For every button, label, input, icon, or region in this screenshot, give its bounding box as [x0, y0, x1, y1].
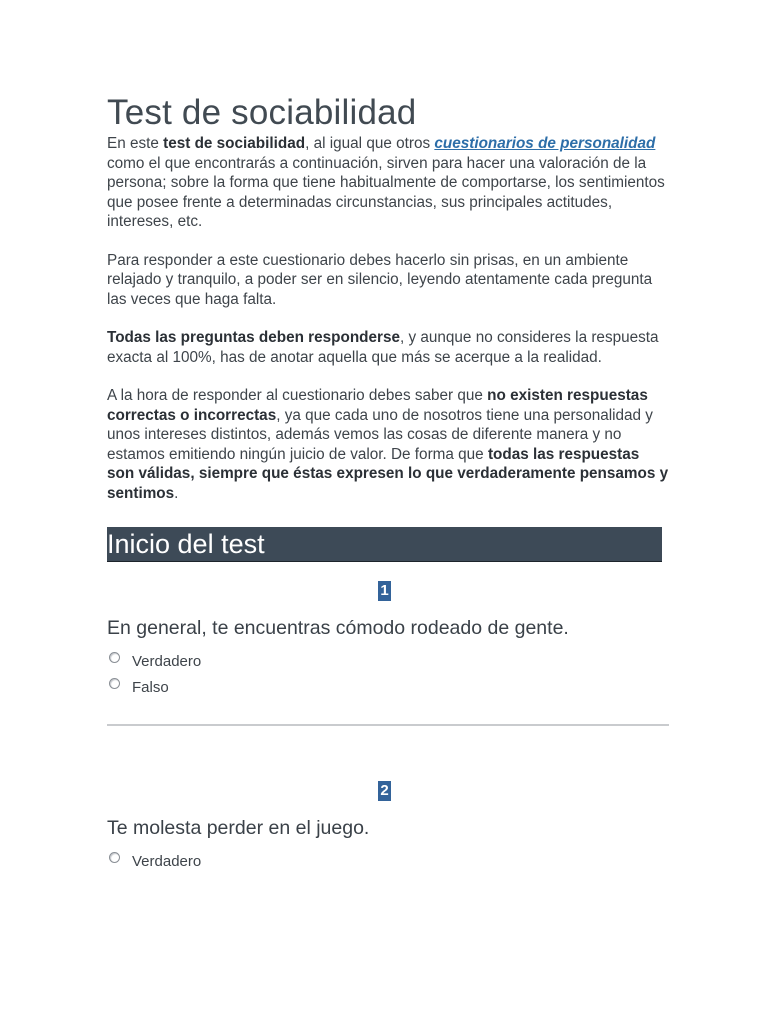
page-title: Test de sociabilidad — [107, 93, 417, 132]
option-label: Verdadero — [132, 653, 202, 670]
answer-option-verdadero[interactable] — [107, 850, 669, 876]
all-questions-paragraph — [107, 328, 669, 367]
para4-text-3: . — [174, 484, 179, 502]
question-number-badge: 2 — [380, 782, 389, 799]
radio-button-icon[interactable] — [109, 652, 120, 663]
para4-text-1: A la hora de responder al cuestionario debes saber que — [107, 387, 488, 404]
para3-text: , y aunque no consideres la respuesta exacta al 100%, has de anotar aquella que más se acerque a la realidad. — [107, 329, 659, 366]
question-2-text: Te molesta perder en el juego. — [107, 817, 370, 839]
question-1-options — [107, 650, 669, 702]
test-start-header: Inicio del test — [107, 527, 662, 562]
paragraph-gap — [107, 232, 669, 251]
option-label: Falso — [132, 679, 169, 696]
question-2-options — [107, 850, 669, 876]
paragraph-gap — [107, 367, 669, 386]
intro-paragraph — [107, 134, 669, 232]
answer-option-verdadero[interactable] — [107, 650, 669, 676]
para3-bold: Todas las preguntas deben responderse — [107, 329, 400, 346]
personality-questionnaires-link[interactable]: cuestionarios de personalidad — [434, 135, 656, 152]
question-1-text: En general, te encuentras cómodo rodeado de gente. — [107, 617, 569, 639]
question-2-number-row — [107, 781, 662, 801]
instructions-paragraph: Para responder a este cuestionario debes hacerlo sin prisas, en un ambiente relajado y tranquilo, a poder ser en silencio, leyendo atentamente cada pregunta las veces que haga falta. — [107, 251, 653, 308]
intro-text-3: como el que encontrarás a continuación, sirven para hacer una valoración de la persona; sobre la forma que tiene habitualmente de comportarse, los sentimientos que posee frente a determinadas circunstancias, sus principales actitudes, intereses, etc. — [107, 154, 665, 230]
question-number-badge: 1 — [380, 582, 389, 599]
intro-bold-1: test de sociabilidad — [163, 135, 306, 152]
no-correct-answers-paragraph — [107, 386, 669, 503]
radio-button-icon[interactable] — [109, 678, 120, 689]
intro-text-1: En este — [107, 135, 164, 152]
intro-text-2: , al igual que otros — [305, 135, 435, 152]
answer-option-falso[interactable] — [107, 676, 669, 702]
option-label: Verdadero — [132, 853, 202, 870]
paragraph-gap — [107, 309, 669, 328]
question-1-number-row — [107, 581, 662, 601]
document-page — [107, 92, 669, 876]
para4-bold-2: todas las respuestas son válidas, siempre que éstas expresen lo que verdaderamente pensamos y sentimos — [107, 445, 669, 502]
radio-button-icon[interactable] — [109, 852, 120, 863]
para4-bold-1: no existen respuestas correctas o incorrectas — [107, 387, 648, 424]
para4-text-2: , ya que cada uno de nosotros tiene una personalidad y unos intereses distintos, además vemos las cosas de diferente manera y no estamos emitiendo ningún juicio de valor. De forma que — [107, 406, 653, 463]
question-divider — [107, 724, 669, 726]
